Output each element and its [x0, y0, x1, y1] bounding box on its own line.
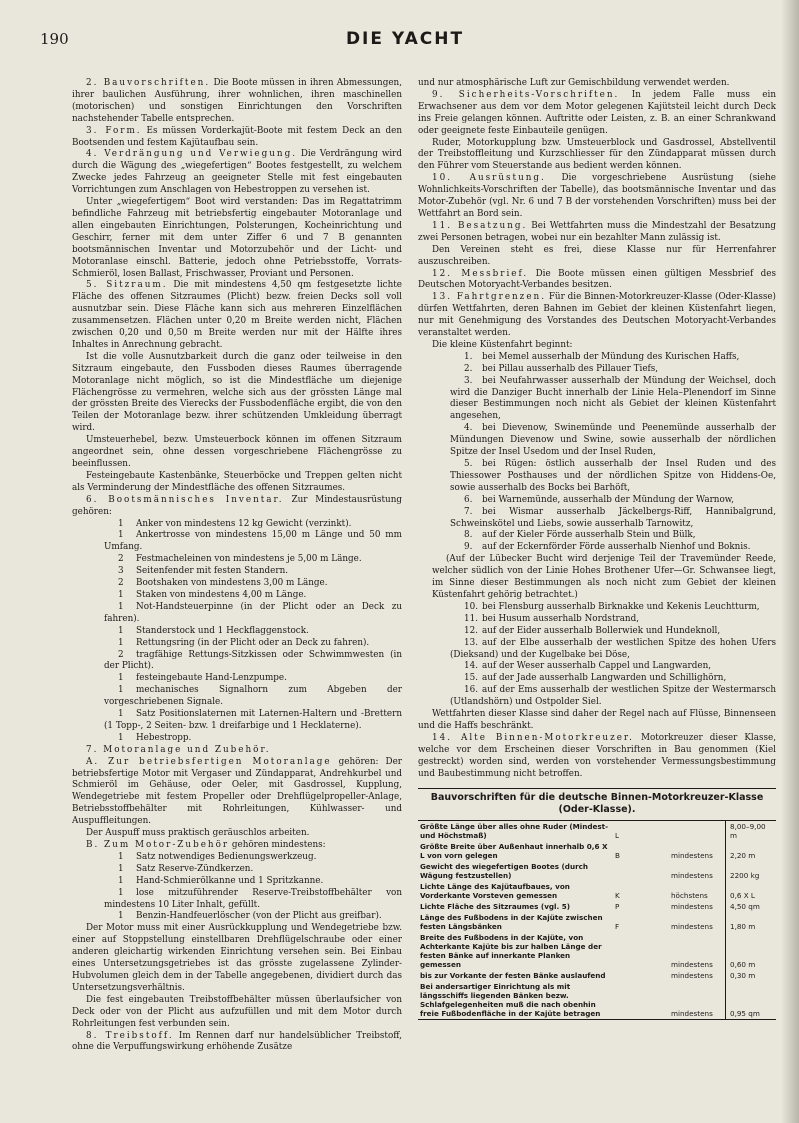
list-item [72, 685, 402, 709]
table-row [418, 981, 776, 1020]
list-item-text: Satz Positionslaternen mit Laternen-Haltern und -Brettern (1 Topp-, 2 Seiten- bzw. 1 dreifarbige und 1 Hecklaterne). [104, 709, 402, 731]
list-item-number: 10. [464, 601, 478, 612]
right-column [418, 78, 776, 1118]
list-item [418, 376, 776, 424]
left-column [72, 78, 402, 1118]
list-item-number: 1 [118, 732, 124, 743]
paragraph-text: In jedem Falle muss ein Erwachsener aus dem vor dem Motor gelegenen Kajütsteil leicht durch Deck ins Freie gelangen können. Auftritte oder Leisten, z. B. an einer Schrankwand oder geeignete feste Einbauteile genügen. [418, 89, 776, 136]
paragraph-text: Die vorgeschriebene Ausrüstung (siehe Wohnlichkeits-Vorschriften der Tabelle), das bootsmännische Inventar und das Motor-Zubehör (vgl. Nr. 6 und 7 B der vorstehenden Vorschriften) muss bei der Wettfahrt an Bord sein. [418, 173, 776, 219]
paragraph [418, 709, 776, 733]
list-item-text: Benzin-Handfeuerlöscher (von der Plicht aus greifbar). [136, 911, 382, 922]
list-item-text: auf der Kieler Förde ausserhalb Stein und Bülk, [482, 530, 696, 541]
paragraph [418, 733, 776, 781]
paragraph-text: Ist die volle Ausnutzbarkeit durch die ganz oder teilweise in den Sitzraum eingebaute, den Fussboden dieses Raumes überragende Motoranlage nicht möglich, so ist die Mindestfläche um diejenige Flächengrösse zu vermehren, welche sich aus der grössten Länge mal der grössten Breite des Vierecks der Fussbodenfläche ergibt, die von den Teilen der Motoranlage bezw. ihrer schützenden Umkleidung überragt wird. [72, 351, 402, 434]
paragraph [72, 126, 402, 150]
list-item-number: 3 [118, 566, 124, 577]
table-cell-qualifier: mindestens [671, 922, 713, 932]
section-heading: 3. Form. [86, 125, 142, 136]
list-item-number: 1 [118, 887, 124, 898]
list-item-text: auf der Elbe ausserhalb der westlichen Spitze des hohen Ufers (Dieksand) und der Kugelbake bei Döse, [450, 637, 776, 660]
list-item-number: 5. [464, 459, 473, 469]
list-item [72, 864, 402, 876]
paragraph [418, 340, 776, 352]
table-cell-label: Bei andersartiger Einrichtung als mit längsschiffs liegenden Bänken bezw. Schlafgelegenheiten muß die nach obenhin freie Fußbodenfläche in der Kajüte betragen [420, 982, 601, 1019]
table-cell-label: Gewicht des wiegefertigen Bootes (durch Wägung festzustellen) [420, 862, 588, 881]
list-item [418, 661, 776, 673]
table-cell-value: 4,50 qm [726, 901, 777, 912]
paragraph-text: Die fest eingebauten Treibstoffbehälter müssen überlaufsicher von Deck oder von der Plicht aus aufzufüllen und mit dem Motor durch Rohrleitungen fest verbunden sein. [72, 994, 402, 1029]
list-item [72, 733, 402, 745]
list-item [72, 876, 402, 888]
paragraph-text: Im Rennen darf nur handelsüblicher Treibstoff, ohne die Verpuffungswirkung erhöhende Zusätze [72, 1030, 402, 1053]
paragraph [418, 554, 776, 602]
paragraph-text: Die Boote müssen einen gültigen Messbrief des Deutschen Motoryacht-Verbandes besitzen. [418, 268, 776, 291]
paragraph-text: Motorkreuzer dieser Klasse, welche vor dem Erscheinen dieser Vorschriften in Bau genommen (Kiel gestreckt) worden sind, werden von vorstehender Vermessungsbestimmung und Baubestimmung nicht betroffen. [418, 732, 776, 779]
paragraph [72, 495, 402, 519]
list-item-number: 13. [464, 637, 478, 648]
right-column-text [418, 78, 776, 780]
list-item-number: 1 [118, 863, 124, 874]
list-item [72, 530, 402, 554]
list-item-text: bei Wismar ausserhalb Jäckelbergs-Riff, Hannibalgrund, Schweinskötel und Liebs, sowie ausserhalb Tarnowitz, [450, 506, 776, 529]
section-heading: A. Zur betriebsfertigen Motoranlage [86, 756, 332, 767]
table-cell-qualifier: mindestens [671, 1009, 713, 1019]
list-item-text: Bootshaken von mindestens 3,00 m Länge. [136, 578, 328, 589]
list-item-text: Seitenfender mit festen Standern. [136, 566, 289, 577]
construction-rules-table [418, 820, 776, 1020]
list-item-number: 1 [118, 709, 124, 720]
list-item [72, 888, 402, 912]
paragraph-text: Die mit mindestens 4,50 qm festgesetzte lichte Fläche des offenen Sitzraumes (Plicht) bezw. freien Decks soll voll ausnutzbar sein. Diese Fläche kann sich aus mehreren Einzelflächen zusammensetzen. Flächen unter 0,20 m Breite werden nicht, Flächen zwischen 0,20 und 0,50 m Breite werden nur mit der Hälfte ihres Inhaltes in Anrechnung gebracht. [72, 280, 402, 350]
table-cell-label: Länge des Fußbodens in der Kajüte zwischen festen Längsbänken [420, 913, 603, 932]
list-item-text: Ankertrosse von mindestens 15,00 m Länge und 50 mm Umfang. [104, 530, 402, 553]
table-cell-code: B [615, 851, 620, 861]
paragraph-text: Die Boote müssen in ihren Abmessungen, ihrer baulichen Ausführung, ihrer wohnlichen, ihren maschinellen (motorischen) und sonstigen Einrichtungen den Vorschriften nachstehender Tabelle entsprechen. [72, 78, 402, 124]
list-item [418, 673, 776, 685]
list-item-text: Not-Handsteuerpinne (in der Plicht oder an Deck zu fahren). [104, 601, 402, 624]
section-heading: 12. Messbrief. [432, 268, 529, 279]
table-cell-code: P [615, 902, 620, 912]
paragraph [72, 471, 402, 495]
list-item-text: mechanisches Signalhorn zum Abgeben der vorgeschriebenen Signale. [104, 685, 402, 708]
paragraph [418, 292, 776, 340]
list-item [72, 626, 402, 638]
table-cell-label: Lichte Fläche des Sitzraumes (vgl. 5) [420, 902, 571, 912]
list-item-number: 14. [464, 661, 478, 672]
paragraph [72, 923, 402, 994]
paragraph-text: Zur Mindestausrüstung gehören: [72, 494, 402, 517]
list-item-number: 6. [464, 494, 473, 505]
list-item-number: 4. [464, 423, 473, 434]
paragraph [72, 995, 402, 1031]
paragraph [72, 197, 402, 280]
paragraph [418, 221, 776, 245]
list-item [72, 638, 402, 650]
list-item [418, 542, 776, 554]
paragraph [418, 173, 776, 221]
table-row [418, 881, 776, 901]
list-item [418, 614, 776, 626]
list-item-number: 16. [464, 685, 478, 696]
list-item [72, 650, 402, 674]
paragraph [72, 149, 402, 197]
list-item-text: bei Pillau ausserhalb des Pillauer Tiefs, [482, 363, 659, 374]
paragraph-text: Die kleine Küstenfahrt beginnt: [432, 339, 573, 350]
list-item-text: auf der Eckernförder Förde ausserhalb Nienhof und Boknis. [482, 542, 751, 553]
list-item-text: Rettungsring (in der Plicht oder an Deck zu fahren). [136, 637, 370, 648]
paragraph-text: Die Verdrängung wird durch die Wägung des „wiegefertigen“ Bootes festgestellt, zu welchem Zwecke jedes Fahrzeug an geeigneter Stelle mit fest eingebauten Vorrichtungen zum Anschlagen von Hebestroppen zu versehen ist. [72, 149, 402, 196]
paragraph-text: Der Motor muss mit einer Ausrückkupplung und Wendegetriebe bzw. einer auf Stoppstellung einstellbaren Drehflügelschraube oder einer anderen gleichartig wirkenden Einrichtung versehen sein. Bei Einbau eines Untersetzungsgetriebes ist das grösste zugelassene Zylinder-Hubvolumen gleich dem in der Tabelle angegebenen, dividiert durch das Untersetzungsverhältnis. [72, 923, 402, 993]
table-row [418, 821, 776, 842]
table-row [418, 912, 776, 932]
list-item-number: 1 [118, 601, 124, 612]
list-item-number: 1. [464, 351, 473, 362]
list-item [418, 423, 776, 459]
list-item-text: Anker von mindestens 12 kg Gewicht (verzinkt). [136, 518, 352, 529]
list-item [72, 673, 402, 685]
list-item [418, 364, 776, 376]
paragraph [72, 757, 402, 828]
section-heading: 8. Treibstoff. [86, 1030, 174, 1041]
section-heading: 14. Alte Binnen-Motorkreuzer. [432, 732, 634, 743]
list-item [72, 519, 402, 531]
list-item-number: 8. [464, 530, 473, 541]
list-item-number: 1 [118, 911, 124, 922]
list-item-text: Satz Reserve-Zündkerzen. [136, 863, 254, 874]
table-cell-label: Breite des Fußbodens in der Kajüte, von Achterkante Kajüte bis zur halben Länge der festen Bänke auf innerkante Planken gemessen [420, 933, 602, 970]
table-cell-code [613, 970, 669, 981]
paragraph-text: Der Auspuff muss praktisch geräuschlos arbeiten. [86, 828, 310, 839]
table-cell-qualifier: mindestens [671, 971, 713, 981]
section-heading: 11. Besatzung. [432, 220, 528, 231]
page-header [40, 30, 770, 52]
list-item [72, 554, 402, 566]
paragraph-text: Festeingebaute Kastenbänke, Steuerböcke und Treppen gelten nicht als Verminderung der Mindestfläche des offenen Sitzraumes. [72, 470, 402, 493]
table-cell-code: F [615, 922, 620, 932]
list-item-number: 1 [118, 530, 124, 541]
list-item-number: 1 [118, 851, 124, 862]
list-item [72, 602, 402, 626]
list-item-number: 1 [118, 589, 124, 600]
section-heading: B. Zum Motor-Zubehör [86, 840, 230, 850]
section-heading: 2. Bauvorschriften. [86, 78, 211, 88]
paragraph-text: und nur atmosphärische Luft zur Gemischbildung verwendet werden. [418, 78, 730, 88]
table-title: Bauvorschriften für die deutsche Binnen-Motorkreuzer-Klasse (Oder-Klasse). [418, 788, 776, 816]
list-item-number: 9. [464, 542, 473, 553]
table-cell-qualifier: höchstens [671, 891, 708, 901]
list-item [418, 495, 776, 507]
list-item-text: tragfähige Rettungs-Sitzkissen oder Schwimmwesten (in der Plicht). [104, 649, 402, 672]
section-heading: 10. Ausrüstung. [432, 173, 546, 184]
paragraph [418, 138, 776, 174]
list-item-number: 7. [464, 506, 473, 517]
list-item [72, 709, 402, 733]
paragraph-text: gehören: Der betriebsfertige Motor mit Vergaser und Zündapparat, Andrehkurbel und Schmieröl im Gehäuse, oder Oeler, mit Gasdrossel, Kupplung, Wendegetriebe mit festem Propeller oder Drehflügelpropeller-Anlage, Betriebsstoffbehälter mit Rohrleitungen, Kühlwasser- und Auspuffleitungen. [72, 756, 402, 827]
list-item [418, 530, 776, 542]
list-item-number: 1 [118, 625, 124, 636]
table-cell-code: K [615, 891, 620, 901]
list-item-number: 1 [118, 875, 124, 886]
section-heading: 7. Motoranlage und Zubehör. [86, 744, 271, 755]
table-cell-code: L [615, 831, 620, 841]
section-heading: 13. Fahrtgrenzen. [432, 292, 546, 303]
section-heading: 5. Sitzraum. [86, 280, 168, 291]
list-item-text: bei Husum ausserhalb Nordstrand, [482, 613, 640, 624]
paragraph-text: Es müssen Vorderkajüt-Boote mit festem Deck an den Bootsenden und festem Kajütaufbau sein. [72, 125, 402, 148]
section-heading: 6. Bootsmännisches Inventar. [86, 494, 284, 505]
list-item [72, 911, 402, 923]
section-heading: 9. Sicherheits-Vorschriften. [432, 89, 620, 100]
paragraph-text: Bei Wettfahrten muss die Mindestzahl der Besatzung zwei Personen betragen, wobei nur ein bezahlter Mann zulässig ist. [418, 220, 776, 243]
table-cell-value: 0,30 m [726, 970, 777, 981]
paragraph-text: gehören mindestens: [229, 840, 326, 850]
table-row [418, 970, 776, 981]
table-cell-code [613, 861, 669, 881]
paragraph [418, 78, 776, 90]
list-item-text: bei Rügen: östlich ausserhalb der Insel Ruden und des Thiessower Posthauses und der nördlichen Spitze von Hiddens-Oe, sowie ausserhalb des Bocks bei Barhöft, [450, 459, 776, 493]
paragraph [72, 280, 402, 351]
list-item-text: Hand-Schmierölkanne und 1 Spritzkanne. [136, 875, 324, 886]
paragraph [72, 828, 402, 840]
list-item-number: 1 [118, 685, 124, 696]
list-item-text: Hebestropp. [136, 732, 192, 743]
table-row [418, 861, 776, 881]
list-item [418, 626, 776, 638]
table-cell-value: 2200 kg [726, 861, 777, 881]
paragraph-text: Unter „wiegefertigem“ Boot wird verstanden: Das im Regattatrimm befindliche Fahrzeug mit betriebsfertig eingebauter Motoranlage und allen eingebauten Einrichtungen, Polsterungen, Kocheinrichtung und Geschirr, ferner mit dem unter Ziffer 6 und 7 B genannten bootsmännischen Inventar und Motorzubehör und der Licht- und Motoranlase einschl. Batterie, jedoch ohne Petriebsstoffe, Vorrats-Schmieröl, losen Ballast, Frischwasser, Proviant und Personen. [72, 197, 402, 279]
table-cell-label: Lichte Länge des Kajütaufbaues, von Vorderkante Vorsteven gemessen [420, 882, 570, 901]
list-item-text: bei Neufahrwasser ausserhalb der Mündung der Weichsel, doch wird die Danziger Bucht innerhalb der Linie Hela–Plenendorf im Sinne dieser Bestimmungen noch nicht als Gebiet der kleinen Küstenfahrt angesehen, [450, 375, 776, 422]
list-item-number: 15. [464, 673, 478, 684]
list-item [418, 602, 776, 614]
table-cell-code [613, 981, 669, 1020]
paragraph-text: Ruder, Motorkupplung bzw. Umsteuerblock und Gasdrossel, Abstellventil der Treibstoffleitung und Kurzschliesser für den Zündapparat müssen durch den Führer vom Steuerstande aus bedient werden können. [418, 137, 776, 172]
list-item-number: 2 [118, 578, 124, 589]
paragraph-text: Wettfahrten dieser Klasse sind daher der Regel nach auf Flüsse, Binnenseen und die Haffs beschränkt. [418, 709, 776, 731]
paragraph-text: Für die Binnen-Motorkreuzer-Klasse (Oder-Klasse) dürfen Wettfahrten, deren Bahnen im Gebiet der kleinen Küstenfahrt liegen, nur mit Genehmigung des Vorstandes des Deutschen Motoryacht-Verbandes veranstaltet werden. [418, 292, 776, 339]
table-cell-value: 0,95 qm [726, 981, 777, 1020]
table-cell-value: 0,6 X L [726, 881, 777, 901]
list-item-text: bei Flensburg ausserhalb Birknakke und Kekenis Leuchtturm, [482, 601, 760, 612]
list-item-number: 11. [464, 613, 478, 624]
list-item-text: Standerstock und 1 Heckflaggenstock. [136, 625, 309, 636]
paragraph-text: (Auf der Lübecker Bucht wird derjenige Teil der Travemünder Reede, welcher südlich von der Linie Hohes Brothener Ufer—Gr. Schwansee liegt, im Sinne dieser Bestimmungen als noch nicht zum Gebiet der kleinen Küstenfahrt gehörig betrachtet.) [432, 554, 776, 600]
paragraph [72, 745, 402, 757]
table-cell-label: Größte Breite über Außenhaut innerhalb 0,6 X L von vorn gelegen [420, 842, 608, 861]
list-item-text: bei Dievenow, Swinemünde und Peenemünde ausserhalb der Mündungen Dievenow und Swine, sowie ausserhalb der nördlichen Spitze der Insel Usedom und der Insel Ruden, [450, 423, 776, 458]
list-item [72, 590, 402, 602]
paragraph-text: Umsteuerhebel, bezw. Umsteuerbock können im offenen Sitzraum angeordnet sein, ohne dessen vorgeschriebene Flächengrösse zu beeinflussen. [72, 435, 402, 469]
paragraph [418, 245, 776, 269]
table-cell-value: 2,20 m [726, 841, 777, 861]
list-item [418, 638, 776, 662]
list-item-text: bei Warnemünde, ausserhalb der Mündung der Warnow, [482, 494, 735, 505]
paragraph [72, 352, 402, 435]
list-item [418, 459, 776, 495]
paragraph [72, 840, 402, 852]
table-cell-label: Größte Länge über alles ohne Ruder (Mindest- und Höchstmaß) [420, 822, 609, 841]
table-row [418, 932, 776, 970]
section-heading: 4. Verdrängung und Verwiegung. [86, 149, 297, 160]
table-cell-value: 8,00–9,00 m [726, 821, 777, 842]
list-item-text: bei Memel ausserhalb der Mündung des Kurischen Haffs, [482, 351, 740, 362]
list-item-number: 3. [464, 375, 473, 386]
table-cell-value: 0,60 m [726, 932, 777, 970]
table-row [418, 901, 776, 912]
list-item-text: festeingebaute Hand-Lenzpumpe. [136, 673, 287, 684]
list-item [418, 352, 776, 364]
list-item [72, 578, 402, 590]
table-cell-qualifier: mindestens [671, 960, 713, 970]
table-cell-code [613, 932, 669, 970]
page-binding-shadow [781, 0, 799, 1123]
list-item [418, 685, 776, 709]
list-item [72, 566, 402, 578]
table-cell-qualifier [669, 821, 726, 842]
table-cell-qualifier: mindestens [671, 851, 713, 861]
list-item-number: 1 [118, 518, 124, 529]
list-item-text: Satz notwendiges Bedienungswerkzeug. [136, 851, 317, 862]
table-cell-qualifier: mindestens [671, 871, 713, 881]
paragraph-text: Den Vereinen steht es frei, diese Klasse nur für Herrenfahrer auszuschreiben. [418, 244, 776, 267]
list-item-text: lose mitzuführender Reserve-Treibstoffbehälter von mindestens 10 Liter Inhalt, gefüllt. [104, 887, 402, 910]
list-item-number: 12. [464, 625, 478, 636]
paragraph [418, 90, 776, 138]
list-item-text: auf der Ems ausserhalb der westlichen Spitze der Westermarsch (Utlandshörn) und Ostpolder Siel. [450, 685, 776, 708]
list-item-number: 2 [118, 554, 124, 565]
list-item-number: 1 [118, 637, 124, 648]
journal-title: DIE YACHT [345, 29, 465, 49]
list-item [72, 852, 402, 864]
paragraph [72, 435, 402, 471]
table-cell-value: 1,80 m [726, 912, 777, 932]
list-item-text: auf der Jade ausserhalb Langwarden und Schillighörn, [482, 673, 727, 684]
paragraph [72, 1031, 402, 1055]
table-row [418, 841, 776, 861]
table-cell-label: bis zur Vorkante der festen Bänke auslaufend [420, 971, 606, 981]
list-item-text: auf der Weser ausserhalb Cappel und Langwarden, [482, 661, 712, 672]
paragraph [72, 78, 402, 126]
list-item [418, 507, 776, 531]
list-item-number: 2 [118, 649, 124, 660]
table-cell-qualifier: mindestens [671, 902, 713, 912]
paragraph [418, 269, 776, 293]
list-item-text: auf der Eider ausserhalb Bollerwiek und Hundeknoll, [482, 625, 721, 636]
list-item-text: Staken von mindestens 4,00 m Länge. [136, 589, 307, 600]
list-item-text: Festmacheleinen von mindestens je 5,00 m Länge. [136, 554, 362, 565]
list-item-number: 1 [118, 673, 124, 684]
page-number: 190 [40, 30, 69, 48]
list-item-number: 2. [464, 363, 473, 374]
